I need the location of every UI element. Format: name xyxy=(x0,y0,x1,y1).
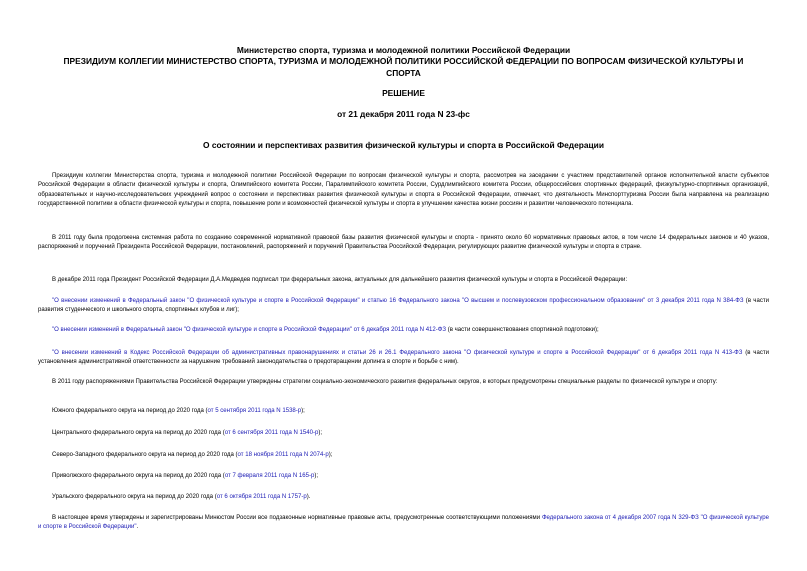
paragraph-laws-signed: В декабре 2011 года Президент Российской Федерации Д.А.Медведев подписал три федеральных закона, актуальных для дальнейшего развития физической культуры и спорта в Российской Федерации: xyxy=(52,277,628,283)
strategy-link-south[interactable]: от 5 сентября 2011 года N 1538-р xyxy=(207,408,302,414)
law-link-1[interactable]: "О внесении изменений в Федеральный закон "О физической культуре и спорте в Российской Федерации" и статью 16 Федерального закона "О высшем и послевузовском профессиональном образовании" от 3 декабря 2011 года N 384-ФЗ xyxy=(52,298,744,304)
paragraph-legal-base: В 2011 году была продолжена системная работа по созданию современной нормативной правовой базы развития физической культуры и спорта - принято около 60 нормативных правовых актов, в том числе 14 федеральных законов и 40 указов, распоряжений и поручений Президента Российской Федерации, постановлений, распоряжений и поручений Правительства Российской Федерации, регулирующих развитие физической культуры и спорта в стране. xyxy=(38,235,769,251)
strategy-item-south: Южного федерального округа на период до 2020 года (от 5 сентября 2011 года N 1538-р); xyxy=(52,408,305,414)
law-link-2[interactable]: "О внесении изменений в Федеральный закон "О физической культуре и спорте в Российской Федерации" от 6 декабря 2011 года N 412-ФЗ xyxy=(52,327,447,333)
strategy-link-volga[interactable]: от 7 февраля 2011 года N 165-р xyxy=(224,473,315,479)
law-item-1 xyxy=(38,297,769,316)
paragraph-regulations: В настоящее время утверждены и зарегистрированы Минюстом России все подзаконные нормативные правовые акты, предусмотренные соответствующими положениями Федерального закона от 4 декабря 2007 года N 329-ФЗ "О физической культуре и спорте в Российской Федерации". xyxy=(38,515,770,531)
law-link-3[interactable]: "О внесении изменений в Кодекс Российской Федерации об административных правонарушениях и статьи 26 и 26.1 Федерального закона "О физической культуре и спорте в Российской Федерации" от 6 декабря 2011 года N 413-ФЗ xyxy=(52,350,743,356)
law-item-3 xyxy=(38,349,769,368)
paragraph-strategies: В 2011 году распоряжениями Правительства Российской Федерации утверждены стратегии социально-экономического развития федеральных округов, в которых предусмотрены специальные разделы по физической культуре и спорту: xyxy=(52,379,718,385)
law-item-2 xyxy=(38,326,769,335)
decision-title: РЕШЕНИЕ xyxy=(382,88,425,98)
strategy-link-northwest[interactable]: от 18 ноября 2011 года N 2074-р xyxy=(237,452,329,458)
paragraph-intro: Президиум коллегии Министерства спорта, туризма и молодежной политики Российской Федерации по вопросам физической культуры и спорта, рассмотрев на заседании с участием представителей органов исполнительной власти субъектов Российской Федерации в области физической культуры и спорта, Олимпийского комитета России, Паралимпийского комитета России, Сурдлимпийского комитета России, общероссийских спортивных федераций, физкультурно-спортивных организаций, образовательных и научно-исследовательских учреждений вопрос о состоянии и перспективах развития физической культуры и спорта в Российской Федерации, отмечает, что деятельность Минспорттуризма России была направлена на реализацию государственной политики в области физической культуры и спорта, повышение роли и возможностей физической культуры и спорта в улучшении качества жизни россиян и развитии человеческого потенциала. xyxy=(38,173,769,207)
law-note-2: (в части совершенствования спортивной подготовки); xyxy=(446,327,599,333)
strategy-item-volga: Приволжского федерального округа на период до 2020 года (от 7 февраля 2011 года N 165-р); xyxy=(52,473,319,479)
ministry-name: Министерство спорта, туризма и молодежной политики Российской Федерации xyxy=(236,45,571,55)
strategy-link-central[interactable]: от 6 сентября 2011 года N 1540-р xyxy=(224,430,319,436)
presidium-heading-line1: ПРЕЗИДИУМ КОЛЛЕГИИ МИНИСТЕРСТВО СПОРТА, ТУРИЗМА И МОЛОДЕЖНОЙ ПОЛИТИКИ РОССИЙСКОЙ ФЕДЕРАЦИИ ПО ВОПРОСАМ ФИЗИЧЕСКОЙ КУЛЬТУРЫ И xyxy=(63,56,744,66)
strategy-item-ural: Уральского федерального округа на период до 2020 года (от 6 октября 2011 года N 1757-р). xyxy=(52,494,311,500)
strategy-item-central: Центрального федерального округа на период до 2020 года (от 6 сентября 2011 года N 1540-р); xyxy=(52,430,323,436)
document-title: О состоянии и перспективах развития физической культуры и спорта в Российской Федерации xyxy=(203,140,604,150)
strategy-link-ural[interactable]: от 6 октября 2011 года N 1757-р xyxy=(216,494,307,500)
federal-law-link[interactable]: Федерального закона от 4 декабря 2007 года N 329-ФЗ "О физической культуре и спорте в Российской Федерации" xyxy=(38,515,770,531)
presidium-heading-line2: СПОРТА xyxy=(386,68,421,78)
strategy-item-northwest: Северо-Западного федерального округа на период до 2020 года (от 18 ноября 2011 года N 2074-р); xyxy=(52,452,333,458)
law-note-3: (в части установления административной ответственности за нарушение требований законодательства о предотвращении допинга в спорте и борьбе с ним). xyxy=(38,350,769,366)
decision-date: от 21 декабря 2011 года N 23-фс xyxy=(337,109,470,119)
law-note-1: (в части развития студенческого и школьного спорта, спортивных клубов и лиг); xyxy=(38,298,769,314)
